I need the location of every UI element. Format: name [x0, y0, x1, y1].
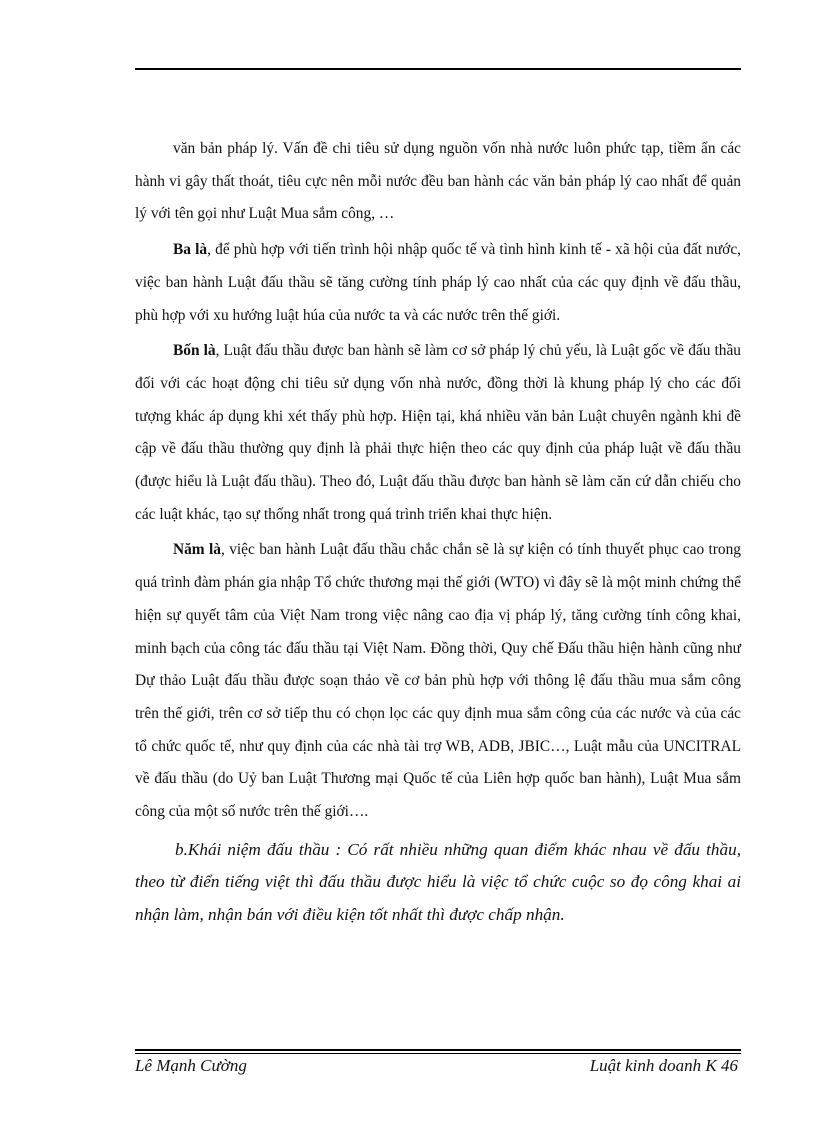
document-body — [135, 133, 741, 931]
paragraph-1-text: văn bản pháp lý. Vấn đề chi tiêu sử dụng nguồn vốn nhà nước luôn phức tạp, tiềm ẩn các hành vi gây thất thoát, tiêu cực nên mỗi nước đều ban hành các văn bản pháp lý cao nhất để quản lý với tên gọi như Luật Mua sắm công, … — [135, 140, 741, 223]
paragraph-ba-la-lead: Ba là — [173, 241, 208, 259]
footer-rule-thick — [135, 1049, 741, 1051]
paragraph-khai-niem-text: b.Khái niệm đấu thầu : Có rất nhiều những quan điểm khác nhau về đấu thầu, theo từ điển tiếng việt thì đấu thầu được hiểu là việc tổ chức cuộc so đọ công khai ai nhận làm, nhận bán với điều kiện tốt nhất thì được chấp nhận. — [135, 839, 741, 924]
paragraph-nam-la — [135, 534, 741, 828]
paragraph-bon-la-text: , Luật đấu thầu được ban hành sẽ làm cơ sở pháp lý chủ yếu, là Luật gốc về đấu thầu đối với các hoạt động chi tiêu sử dụng vốn nhà nước, đồng thời là khung pháp lý cho các đối tượng khác áp dụng khi xét thấy phù hợp. Hiện tại, khá nhiều văn bản Luật chuyên ngành khi đề cập về đấu thầu thường quy định là phải thực hiện theo các quy định của pháp luật về đấu thầu (được hiểu là Luật đấu thầu). Theo đó, Luật đấu thầu được ban hành sẽ làm căn cứ dẫn chiếu cho các luật khác, tạo sự thống nhất trong quá trình triển khai thực hiện. — [135, 342, 742, 523]
footer-author: Lê Mạnh Cường — [135, 1056, 247, 1075]
paragraph-bon-la-lead: Bốn là — [173, 342, 216, 360]
paragraph-ba-la-text: , để phù hợp với tiến trình hội nhập quốc tế và tình hình kinh tế - xã hội của đất nước, việc ban hành Luật đấu thầu sẽ tăng cường tính pháp lý cao nhất của các quy định về đấu thầu, phù hợp với xu hướng luật húa của nước ta và các nước trên thế giới. — [135, 241, 742, 324]
paragraph-nam-la-lead: Năm là — [173, 541, 221, 559]
paragraph-ba-la — [135, 234, 741, 332]
paragraph-khai-niem — [135, 834, 741, 932]
footer-course: Luật kinh doanh K 46 — [589, 1056, 738, 1075]
paragraph-bon-la — [135, 335, 741, 531]
paragraph-nam-la-text: , việc ban hành Luật đấu thầu chắc chắn sẽ là sự kiện có tính thuyết phục cao trong quá trình đàm phán gia nhập Tổ chức thương mại thế giới (WTO) vì đây sẽ là một minh chứng thể hiện sự quyết tâm của Việt Nam trong việc nâng cao địa vị pháp lý, tăng cường tính công khai, minh bạch của công tác đấu thầu tại Việt Nam. Đồng thời, Quy chế Đấu thầu hiện hành cũng như Dự thảo Luật đấu thầu được soạn thảo về cơ bản phù hợp với thông lệ đấu thầu mua sắm công trên thế giới, trên cơ sở tiếp thu có chọn lọc các quy định mua sắm công của các nước và của các tổ chức quốc tế, như quy định của các nhà tài trợ WB, ADB, JBIC…, Luật mẫu của UNCITRAL về đấu thầu (do Uỷ ban Luật Thương mại Quốc tế của Liên hợp quốc ban hành), Luật Mua sắm công của một số nước trên thế giới…. — [135, 541, 742, 821]
header-rule — [135, 68, 741, 70]
paragraph-1 — [135, 133, 741, 231]
